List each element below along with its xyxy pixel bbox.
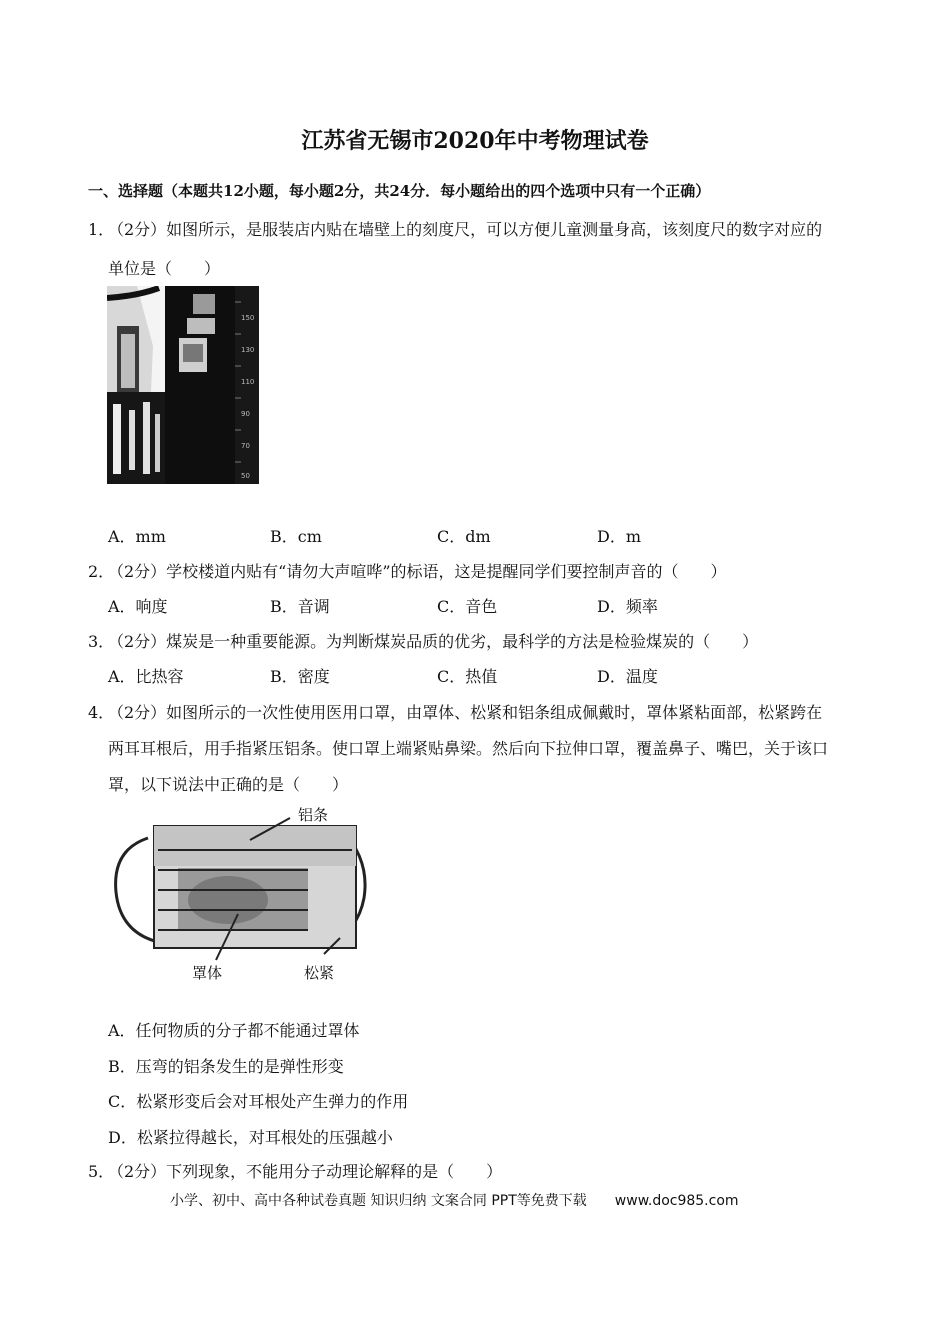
page-title: 江苏省无锡市2020年中考物理试卷 [301,128,649,154]
label-mask-body: 罩体 [192,964,223,982]
q3-option-c: C．热值 [437,667,498,686]
page-footer [170,1190,739,1210]
q1-option-b: B．cm [270,527,322,546]
q1-option-c: C．dm [437,527,491,546]
footer-site-link[interactable]: www.doc985.com [614,1193,739,1209]
question-4-number: 4． [88,703,115,722]
ruler-tick-label: 90 [241,410,250,418]
ruler-tick-label: 110 [241,378,255,386]
mask-figure [108,800,370,985]
section-heading: 一、选择题（本题共12小题，每小题2分，共24分．每小题给出的四个选项中只有一个正确） [88,182,711,200]
q2-option-c: C．音色 [437,597,498,616]
question-4-line-2: 两耳耳根后，用手指紧压铝条。使口罩上端紧贴鼻梁。然后向下拉伸口罩，覆盖鼻子、嘴巴，关于该口 [108,739,829,758]
q4-option-a: A．任何物质的分子都不能通过罩体 [108,1021,360,1040]
label-aluminum-strip: 铝条 [298,806,329,824]
question-5-number: 5． [88,1162,115,1181]
question-4-line-3: 罩，以下说法中正确的是（ ） [108,775,349,794]
label-elastic: 松紧 [304,964,335,982]
q1-option-d: D．m [597,527,642,546]
q4-option-b: B．压弯的铝条发生的是弹性形变 [108,1057,344,1076]
footer-text: 小学、初中、高中各种试卷真题 知识归纳 文案合同 PPT等免费下载 [170,1193,587,1209]
q3-option-d: D．温度 [597,667,658,686]
q3-option-b: B．密度 [270,667,330,686]
q1-option-a: A．mm [108,527,166,546]
question-4-line-1: （2分）如图所示的一次性使用医用口罩，由罩体、松紧和铝条组成佩戴时，罩体紧粘面部，松紧跨在 [108,703,823,722]
ruler-tick-label: 130 [241,346,255,354]
question-1-line-1: （2分）如图所示，是服装店内贴在墙壁上的刻度尺，可以方便儿童测量身高，该刻度尺的数字对应的 [108,220,823,239]
q4-option-c: C．松紧形变后会对耳根处产生弹力的作用 [108,1092,409,1111]
question-2-line-1: （2分）学校楼道内贴有“请勿大声喧哗”的标语，这是提醒同学们要控制声音的（ ） [108,562,727,581]
q3-option-a: A．比热容 [108,667,184,686]
ruler-tick-label: 70 [241,442,250,450]
ruler-tick-label: 50 [241,472,250,480]
question-5-line-1: （2分）下列现象，不能用分子动理论解释的是（ ） [108,1162,503,1181]
question-3-line-1: （2分）煤炭是一种重要能源。为判断煤炭品质的优劣，最科学的方法是检验煤炭的（ ） [108,632,759,651]
q2-option-b: B．音调 [270,597,330,616]
question-1-line-2: 单位是（ ） [108,259,221,278]
ruler-photo-figure [107,286,259,484]
question-2-number: 2． [88,562,115,581]
ruler-tick-label: 150 [241,314,255,322]
q2-option-d: D．频率 [597,597,658,616]
q4-option-d: D．松紧拉得越长，对耳根处的压强越小 [108,1128,393,1147]
question-3-number: 3． [88,632,115,651]
q2-option-a: A．响度 [108,597,168,616]
question-1-number: 1． [88,220,115,239]
